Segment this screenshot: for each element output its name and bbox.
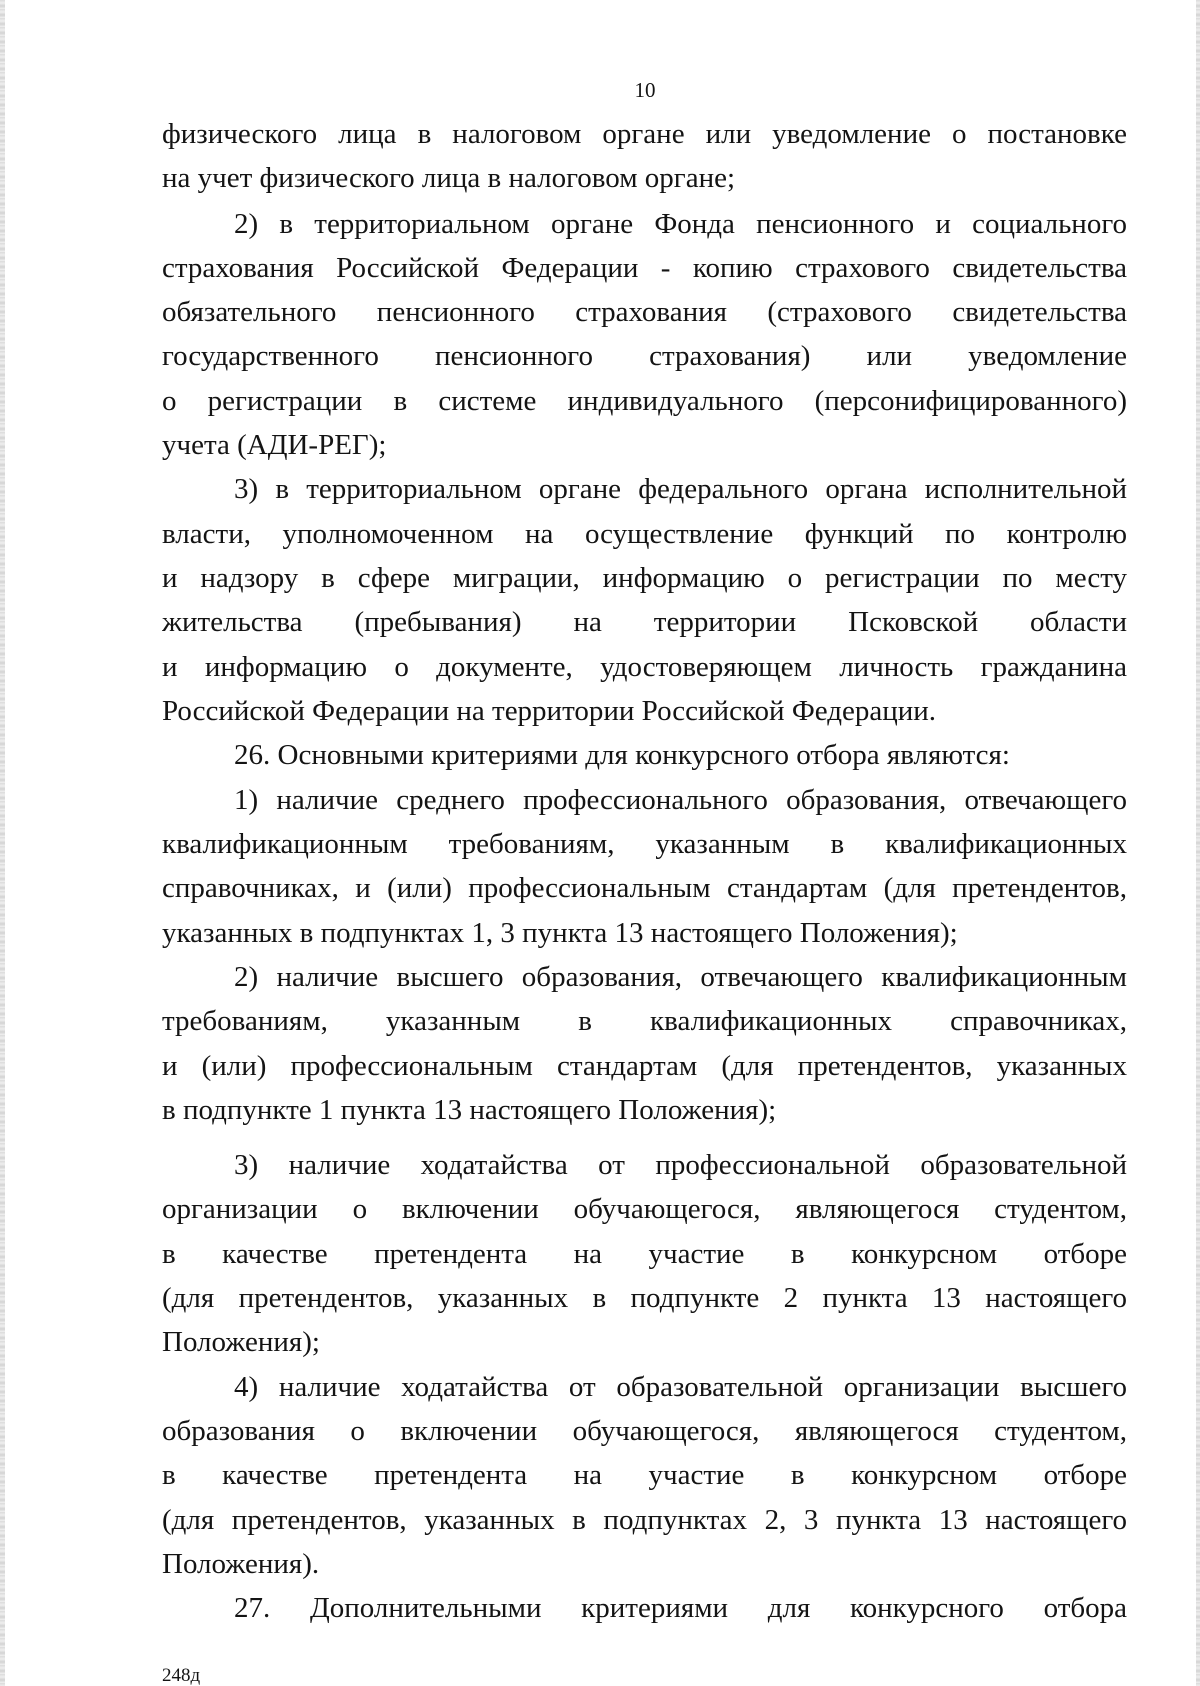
text-line: 4) наличие ходатайства от образовательной организации высшего: [234, 1371, 1127, 1403]
text-line: о регистрации в системе индивидуального (персонифицированного): [162, 385, 1127, 417]
text-line: обязательного пенсионного страхования (страхового свидетельства: [162, 296, 1127, 328]
document-code: 248д: [162, 1665, 201, 1686]
text-line: 2) наличие высшего образования, отвечающего квалификационным: [234, 961, 1127, 993]
text-line: квалификационным требованиям, указанным в квалификационных: [162, 828, 1127, 860]
text-line: в подпункте 1 пункта 13 настоящего Положения);: [162, 1094, 777, 1126]
text-line: в качестве претендента на участие в конкурсном отборе: [162, 1238, 1127, 1270]
text-line: 2) в территориальном органе Фонда пенсионного и социального: [234, 208, 1127, 240]
text-line: на учет физического лица в налоговом органе;: [162, 162, 736, 194]
text-line: Положения).: [162, 1548, 320, 1580]
text-line: организации о включении обучающегося, являющегося студентом,: [162, 1193, 1127, 1225]
page-number: 10: [634, 78, 656, 102]
scan-edge-left: [0, 0, 5, 1686]
text-line: жительства (пребывания) на территории Псковской области: [162, 606, 1127, 638]
text-line: и (или) профессиональным стандартам (для претендентов, указанных: [162, 1050, 1127, 1082]
text-line: указанных в подпунктах 1, 3 пункта 13 настоящего Положения);: [162, 917, 958, 949]
text-line: власти, уполномоченном на осуществление функций по контролю: [162, 518, 1127, 550]
text-line: (для претендентов, указанных в подпунктах 2, 3 пункта 13 настоящего: [162, 1504, 1127, 1536]
text-line: 3) в территориальном органе федерального органа исполнительной: [234, 473, 1127, 505]
text-line: в качестве претендента на участие в конкурсном отборе: [162, 1459, 1127, 1491]
text-line: Российской Федерации на территории Российской Федерации.: [162, 695, 937, 727]
text-line: требованиям, указанным в квалификационных справочниках,: [162, 1005, 1127, 1037]
text-line: 27. Дополнительными критериями для конкурсного отбора: [234, 1592, 1127, 1624]
text-line: 3) наличие ходатайства от профессиональной образовательной: [234, 1149, 1127, 1181]
text-line: страхования Российской Федерации - копию страхового свидетельства: [162, 252, 1127, 284]
text-line: учета (АДИ-РЕГ);: [162, 429, 387, 461]
text-line: и информацию о документе, удостоверяющем личность гражданина: [162, 651, 1127, 683]
text-line: 1) наличие среднего профессионального образования, отвечающего: [234, 784, 1127, 816]
text-line: (для претендентов, указанных в подпункте 2 пункта 13 настоящего: [162, 1282, 1127, 1314]
text-line: и надзору в сфере миграции, информацию о регистрации по месту: [162, 562, 1127, 594]
text-line: физического лица в налоговом органе или уведомление о постановке: [162, 118, 1127, 150]
text-line: Положения);: [162, 1326, 320, 1358]
scan-edge-right: [1196, 0, 1200, 1686]
text-line: справочниках, и (или) профессиональным стандартам (для претендентов,: [162, 872, 1127, 904]
text-line: образования о включении обучающегося, являющегося студентом,: [162, 1415, 1127, 1447]
text-line: 26. Основными критериями для конкурсного отбора являются:: [234, 739, 1010, 771]
text-line: государственного пенсионного страхования) или уведомление: [162, 340, 1127, 372]
